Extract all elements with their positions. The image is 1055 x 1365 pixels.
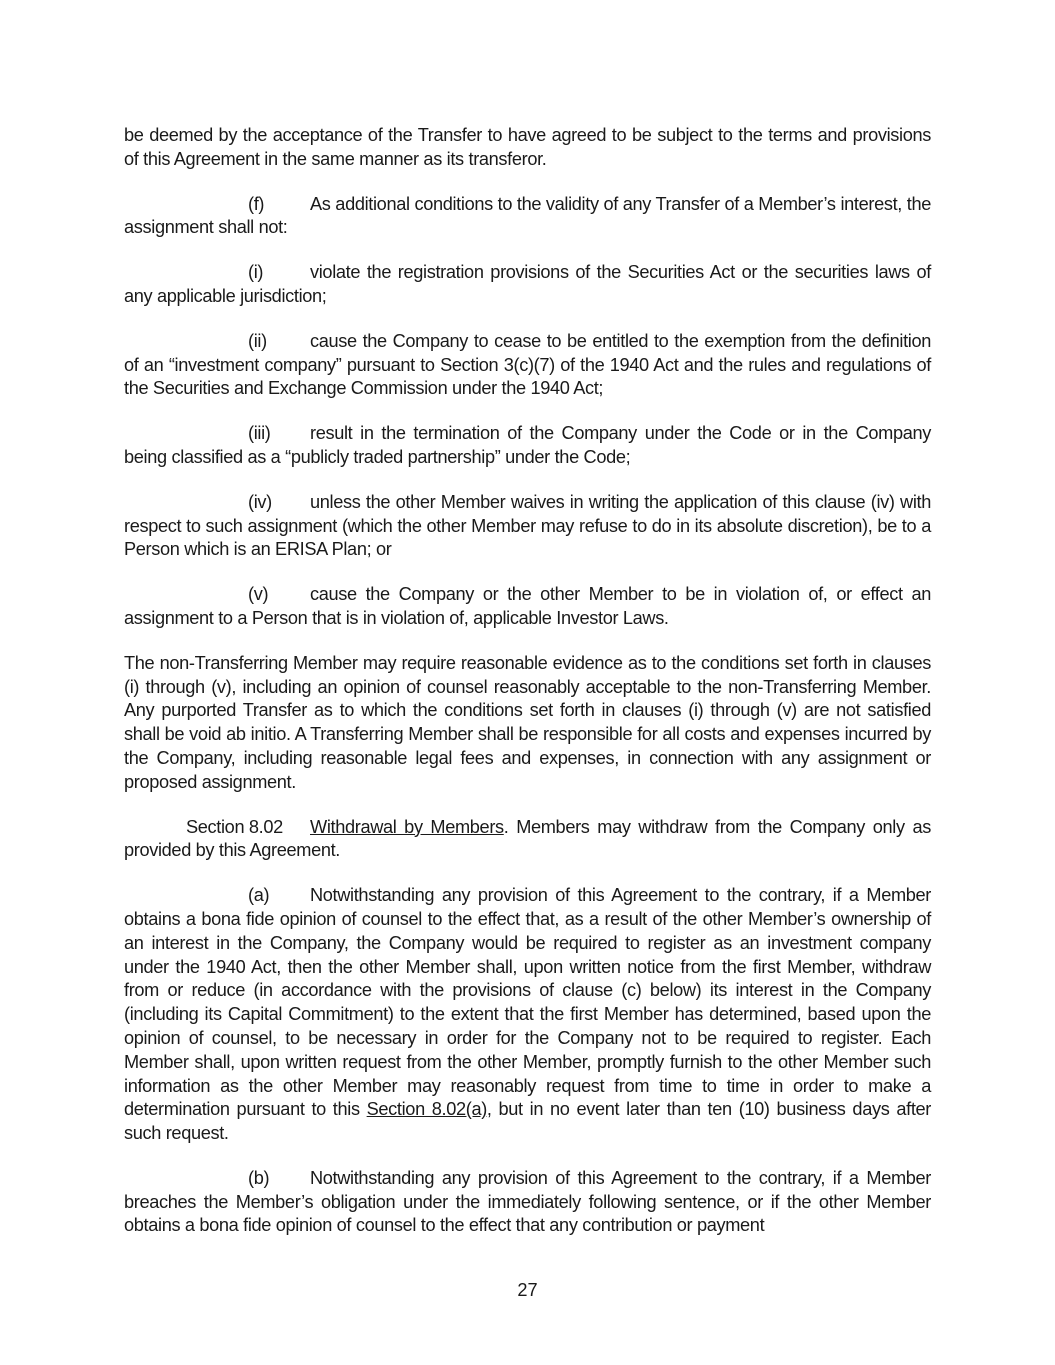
page-number: 27 [517,1280,538,1300]
clause-text: Notwithstanding any provision of this Agreement to the contrary, if a Member breaches the Member’s obligation under the immediately following sentence, or if the other Member obtains a bona fide opinion of counsel to the effect that any contribution or payment [124,1167,931,1236]
clause-label: (ii) [248,330,267,351]
clause-v [124,583,931,631]
section-text: . Members may withdraw from the Company only as provided by this Agreement. [124,816,931,861]
section-number: Section 8.02 [186,816,283,837]
paragraph-continuation: be deemed by the acceptance of the Transfer to have agreed to be subject to the terms and provisions of this Agreement in the same manner as its transferor. [124,125,931,169]
clause-i [124,261,931,309]
clause-text-end: , but in no event later than ten (10) business days after such request. [124,1099,931,1144]
clause-label: (i) [248,262,264,283]
clause-f [124,193,931,241]
clause-label: (f) [248,193,265,214]
clause-b [124,1167,931,1238]
clause-label: (iv) [248,491,272,512]
cross-reference: Section 8.02(a) [366,1099,487,1120]
clause-label: (b) [248,1167,270,1188]
clause-text: result in the termination of the Company under the Code or in the Company being classified as a “publicly traded partnership” under the Code; [124,423,931,467]
clause-text: Notwithstanding any provision of this Agreement to the contrary, if a Member obtains a bona fide opinion of counsel to the effect that, as a result of the other Member’s ownership of an interest in the Company, the Company would be required to register as an investment company under the 1940 Act, then the other Member shall, upon written notice from the first Member, withdraw from or reduce (in accordance with the provisions of clause (c) below) its interest in the Company (including its Capital Commitment) to the extent that the first Member has determined, based upon the opinion of counsel, to be necessary in order for the Company not to be required to register. Each Member shall, upon written request from the other Member, promptly furnish to the other Member such information as the other Member may reasonably request from time to time in order to make a determination pursuant to this [124,885,931,1120]
clause-text: As additional conditions to the validity of any Transfer of a Member’s interest, the assignment shall not: [124,193,931,238]
document-page [124,124,931,1259]
clause-a [124,884,931,1146]
clause-label: (v) [248,584,269,605]
clause-text: cause the Company to cease to be entitled to the exemption from the definition of an “investment company” pursuant to Section 3(c)(7) of the 1940 Act and the rules and regulations of the Securities and Exchange Commission under the 1940 Act; [124,330,931,399]
non-transferring-paragraph: The non-Transferring Member may require reasonable evidence as to the conditions set forth in clauses (i) through (v), including an opinion of counsel reasonably acceptable to the non-Transferring Member. Any purported Transfer as to which the conditions set forth in clauses (i) through (v) are not satisfied shall be void ab initio. A Transferring Member shall be responsible for all costs and expenses incurred by the Company, including reasonable legal fees and expenses, in connection with any assignment or proposed assignment. [124,652,931,792]
clause-text: cause the Company or the other Member to be in violation of, or effect an assignment to a Person that is in violation of, applicable Investor Laws. [124,584,931,628]
clause-label: (a) [248,885,270,906]
clause-text: violate the registration provisions of the Securities Act or the securities laws of any applicable jurisdiction; [124,262,931,306]
section-8-02 [124,816,931,864]
clause-ii [124,330,931,401]
clause-iii [124,422,931,470]
section-heading: Withdrawal by Members [310,816,504,837]
clause-text: unless the other Member waives in writing the application of this clause (iv) with respect to such assignment (which the other Member may refuse to do in its absolute discretion), be to a Person which is an ERISA Plan; or [124,491,931,560]
clause-label: (iii) [248,423,271,444]
clause-iv [124,491,931,562]
